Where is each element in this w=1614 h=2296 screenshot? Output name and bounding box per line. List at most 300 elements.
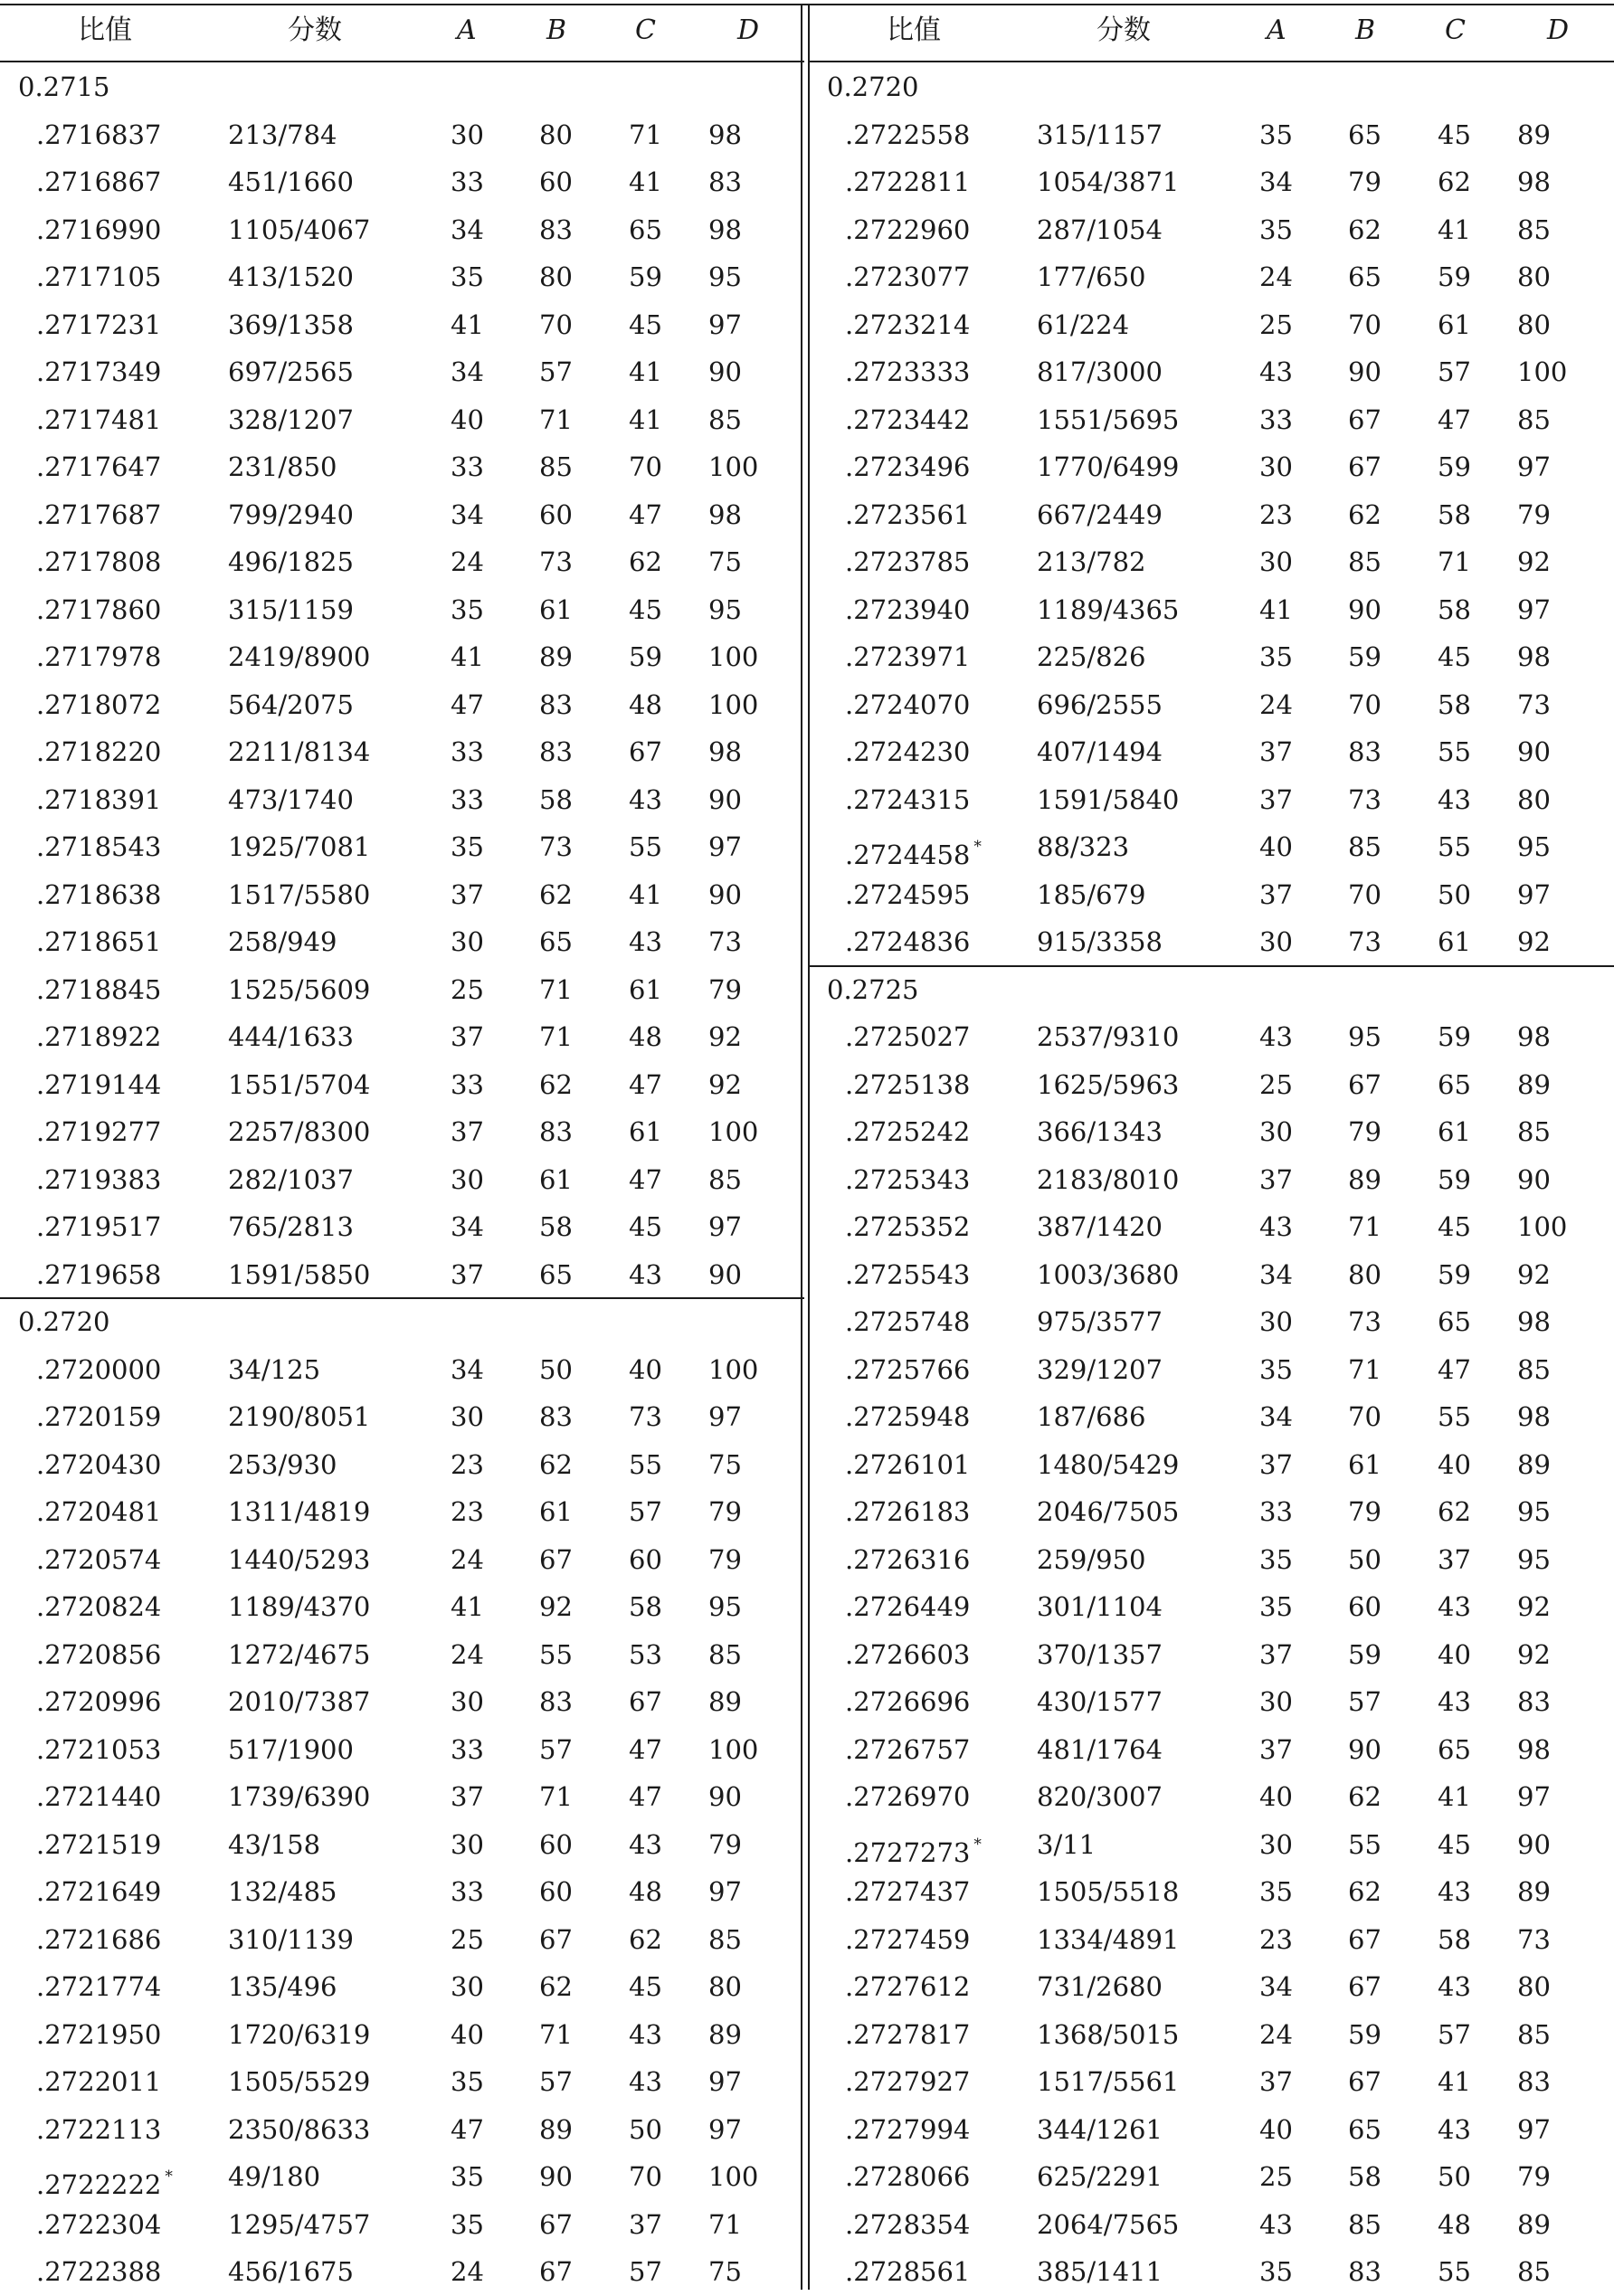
ratio-cell-text: .2726603	[845, 1638, 971, 1670]
d-cell-text: 92	[1517, 546, 1551, 577]
fraction-cell-text: 1189/4365	[1037, 593, 1180, 625]
c-cell	[1438, 1868, 1471, 1916]
fraction-cell-text: 517/1900	[228, 1733, 354, 1765]
d-cell	[1517, 206, 1551, 254]
d-cell	[708, 728, 742, 776]
ratio-cell	[36, 1108, 161, 1156]
d-cell-text: 97	[1517, 2113, 1551, 2145]
table-row	[809, 1726, 1609, 1774]
d-cell-text: 92	[708, 1068, 742, 1100]
a-cell-text: 35	[1259, 1543, 1293, 1575]
a-cell-text: 34	[451, 498, 484, 530]
c-cell-text: 45	[1438, 1211, 1471, 1242]
a-cell-text: 24	[451, 1638, 484, 1670]
ratio-cell	[845, 1631, 970, 1679]
a-cell-text: 34	[451, 213, 484, 245]
b-cell-text: 85	[1348, 2208, 1381, 2240]
ratio-cell-text: .2718220	[36, 736, 162, 767]
table-row	[0, 1013, 801, 1061]
d-cell	[1517, 1773, 1551, 1821]
c-cell	[629, 586, 662, 634]
a-cell	[451, 111, 484, 159]
c-cell-text: 71	[629, 119, 662, 150]
d-cell	[708, 1488, 742, 1536]
table-row	[0, 2248, 801, 2296]
c-cell-text: 61	[1438, 308, 1471, 340]
a-column-header: A	[457, 14, 477, 46]
c-cell-text: 59	[629, 261, 662, 292]
d-cell	[1517, 1726, 1551, 1774]
ratio-cell	[845, 2153, 970, 2201]
d-cell	[1517, 1346, 1551, 1394]
a-cell	[1259, 1821, 1293, 1869]
table-row	[809, 1631, 1609, 1679]
b-cell	[539, 111, 573, 159]
d-cell	[1517, 2106, 1551, 2154]
d-cell	[708, 1203, 742, 1251]
d-cell	[708, 2248, 742, 2296]
d-cell	[1517, 1061, 1551, 1109]
d-cell	[1517, 1393, 1551, 1441]
d-cell-text: 95	[1517, 1496, 1551, 1527]
ratio-cell	[36, 823, 161, 871]
fraction-cell	[1037, 681, 1163, 729]
a-cell	[1259, 396, 1293, 444]
a-cell	[451, 918, 484, 966]
c-cell-text: 58	[1438, 1923, 1471, 1955]
table-row	[0, 2058, 801, 2106]
table-row	[809, 301, 1609, 349]
table-row	[809, 2058, 1609, 2106]
b-cell	[539, 1346, 573, 1394]
d-cell-text: 100	[708, 1733, 759, 1765]
a-cell	[1259, 2058, 1293, 2106]
ratio-cell	[845, 1488, 970, 1536]
table-row	[809, 823, 1609, 871]
a-cell-text: 33	[451, 736, 484, 767]
fraction-cell	[1037, 2058, 1179, 2106]
table-row	[0, 206, 801, 254]
ratio-cell-text: .2726696	[845, 1686, 971, 1717]
ratio-cell	[36, 2011, 161, 2059]
fraction-cell	[228, 253, 354, 301]
a-cell-text: 35	[1259, 1353, 1293, 1385]
c-cell-text: 40	[1438, 1638, 1471, 1670]
ratio-cell-text: .2725748	[845, 1306, 971, 1337]
fraction-cell-text: 564/2075	[228, 688, 354, 720]
d-cell-text: 85	[1517, 2018, 1551, 2050]
b-cell-text: 55	[1348, 1828, 1381, 1860]
fraction-cell-text: 444/1633	[228, 1021, 354, 1052]
c-cell-text: 55	[629, 831, 662, 862]
ratio-cell-text: .2724315	[845, 783, 971, 815]
d-cell-text: 85	[708, 1638, 742, 1670]
d-cell-text: 79	[708, 1496, 742, 1527]
d-cell	[708, 1346, 758, 1394]
ratio-column-header: 比值	[78, 14, 132, 46]
a-cell-text: 41	[451, 641, 484, 672]
d-cell-text: 89	[1517, 2208, 1551, 2240]
fraction-cell	[228, 1631, 370, 1679]
c-cell-text: 65	[629, 213, 662, 245]
ratio-cell	[845, 538, 970, 586]
ratio-cell-text: .2727927	[845, 2066, 971, 2097]
d-cell-text: 97	[708, 1401, 742, 1432]
a-cell-text: 24	[1259, 688, 1293, 720]
ratio-cell	[845, 206, 970, 254]
d-cell	[1517, 348, 1567, 396]
b-cell-text: 83	[539, 688, 573, 720]
a-cell	[451, 1488, 484, 1536]
c-cell	[629, 1678, 662, 1726]
ratio-cell	[36, 1821, 161, 1869]
fraction-cell-text: 1480/5429	[1037, 1448, 1180, 1480]
ratio-cell	[36, 1678, 161, 1726]
b-cell-text: 62	[1348, 1781, 1381, 1812]
b-cell	[539, 1773, 573, 1821]
fraction-cell-text: 185/679	[1037, 878, 1146, 910]
d-cell	[708, 1916, 742, 1964]
fraction-cell-text: 370/1357	[1037, 1638, 1163, 1670]
d-cell-text: 75	[708, 2256, 742, 2287]
d-cell	[708, 396, 742, 444]
a-cell-text: 25	[451, 973, 484, 1005]
b-cell-text: 67	[539, 1543, 573, 1575]
table-row	[809, 1203, 1609, 1251]
b-cell	[1348, 1963, 1381, 2011]
b-cell-text: 59	[1348, 641, 1381, 672]
table-row	[0, 2153, 801, 2201]
table-row	[809, 1298, 1609, 1346]
fraction-cell	[1037, 586, 1179, 634]
c-cell	[629, 776, 662, 824]
d-cell	[1517, 918, 1551, 966]
a-cell-text: 41	[1259, 593, 1293, 625]
c-cell-text: 58	[1438, 593, 1471, 625]
fraction-cell-text: 1525/5609	[228, 973, 371, 1005]
d-cell	[1517, 2201, 1551, 2249]
c-cell-text: 43	[1438, 783, 1471, 815]
ratio-cell-text: .2721440	[36, 1781, 162, 1812]
d-cell-text: 97	[1517, 878, 1551, 910]
a-cell	[1259, 1393, 1293, 1441]
fraction-cell-text: 1105/4067	[228, 213, 371, 245]
b-cell	[539, 1678, 573, 1726]
b-cell-text: 70	[1348, 878, 1381, 910]
d-cell	[708, 2201, 742, 2249]
b-cell-text: 95	[1348, 1021, 1381, 1052]
fraction-cell-text: 213/782	[1037, 546, 1146, 577]
c-cell-text: 55	[1438, 2256, 1471, 2287]
fraction-cell	[228, 1108, 370, 1156]
c-cell	[1438, 1963, 1471, 2011]
b-cell-text: 62	[1348, 213, 1381, 245]
b-cell-text: 71	[539, 403, 573, 435]
ratio-cell	[36, 443, 161, 491]
b-cell-text: 67	[539, 2256, 573, 2287]
ratio-cell-text: .2717105	[36, 261, 162, 292]
a-cell-text: 30	[1259, 1116, 1293, 1147]
ratio-cell-text: .2726101	[845, 1448, 971, 1480]
table-row	[809, 348, 1609, 396]
d-cell-text: 97	[708, 1211, 742, 1242]
c-cell-text: 65	[1438, 1068, 1471, 1100]
ratio-cell-text: .2723785	[845, 546, 971, 577]
a-cell-text: 30	[1259, 1828, 1293, 1860]
b-cell-text: 85	[1348, 831, 1381, 862]
fraction-column-header: 分数	[1097, 14, 1151, 46]
d-cell-text: 71	[708, 2208, 742, 2240]
table-row	[0, 1631, 801, 1679]
c-cell-text: 43	[629, 783, 662, 815]
table-row	[809, 443, 1609, 491]
ratio-cell-text: .2719277	[36, 1116, 162, 1147]
d-cell	[708, 776, 742, 824]
ratio-cell-text: .2728561	[845, 2256, 971, 2287]
fraction-cell-text: 1368/5015	[1037, 2018, 1180, 2050]
a-cell	[1259, 1678, 1293, 1726]
d-cell-text: 95	[1517, 831, 1551, 862]
b-cell-text: 67	[1348, 451, 1381, 482]
ratio-cell	[845, 2248, 970, 2296]
d-cell-text: 85	[1517, 213, 1551, 245]
table-row	[0, 2011, 801, 2059]
ratio-cell-text: .2728066	[845, 2161, 971, 2192]
fraction-cell-text: 731/2680	[1037, 1971, 1163, 2002]
c-cell	[1438, 253, 1471, 301]
c-cell-text: 45	[629, 308, 662, 340]
c-cell-text: 48	[629, 1876, 662, 1907]
fraction-cell	[1037, 111, 1163, 159]
b-cell	[539, 2248, 573, 2296]
a-cell-text: 30	[451, 1971, 484, 2002]
d-cell-text: 90	[708, 1781, 742, 1812]
a-cell	[451, 1061, 484, 1109]
exact-ratio-marker: *	[165, 2168, 173, 2186]
ratio-cell-text: .2720159	[36, 1401, 162, 1432]
fraction-cell	[228, 2201, 370, 2249]
d-cell	[708, 111, 742, 159]
a-cell	[1259, 1916, 1293, 1964]
b-cell	[1348, 1536, 1381, 1584]
d-cell-text: 79	[708, 1543, 742, 1575]
c-cell	[629, 1963, 662, 2011]
ratio-cell-text: .2717808	[36, 546, 162, 577]
c-cell	[1438, 1821, 1471, 1869]
b-cell-text: 70	[1348, 308, 1381, 340]
table-row	[809, 586, 1609, 634]
table-row	[0, 1536, 801, 1584]
c-cell-text: 43	[629, 1258, 662, 1290]
c-cell-text: 55	[1438, 831, 1471, 862]
d-cell	[708, 1678, 742, 1726]
ratio-cell	[36, 111, 161, 159]
ratio-cell-text: .2725343	[845, 1163, 971, 1195]
ratio-cell-text: .2720430	[36, 1448, 162, 1480]
a-cell-text: 35	[1259, 1876, 1293, 1907]
d-cell	[708, 2106, 742, 2154]
fraction-cell	[228, 633, 370, 681]
b-cell	[1348, 443, 1381, 491]
b-cell	[1348, 2011, 1381, 2059]
c-cell	[1438, 206, 1471, 254]
c-cell-text: 73	[629, 1401, 662, 1432]
table-row	[809, 633, 1609, 681]
ratio-cell-text: .2718072	[36, 688, 162, 720]
b-cell	[539, 823, 573, 871]
ratio-cell-text: .2722388	[36, 2256, 162, 2287]
a-cell	[451, 538, 484, 586]
c-cell-text: 43	[629, 926, 662, 957]
a-cell	[1259, 2248, 1293, 2296]
d-cell	[708, 871, 742, 919]
b-cell	[539, 1631, 573, 1679]
c-cell-text: 41	[629, 356, 662, 387]
d-cell-text: 90	[1517, 1163, 1551, 1195]
ratio-cell-text: .2723077	[845, 261, 971, 292]
fraction-cell-text: 315/1157	[1037, 119, 1163, 150]
b-cell-text: 65	[539, 926, 573, 957]
ratio-cell-text: .2724595	[845, 878, 971, 910]
a-cell-text: 25	[1259, 1068, 1293, 1100]
b-cell	[1348, 871, 1381, 919]
fraction-cell-text: 366/1343	[1037, 1116, 1163, 1147]
fraction-cell-text: 2537/9310	[1037, 1021, 1180, 1052]
ratio-cell	[845, 633, 970, 681]
b-cell	[539, 918, 573, 966]
fraction-cell-text: 282/1037	[228, 1163, 354, 1195]
b-cell	[1348, 2106, 1381, 2154]
fraction-cell	[1037, 1583, 1163, 1631]
b-cell	[539, 1203, 573, 1251]
a-cell-text: 30	[451, 926, 484, 957]
table-row	[809, 2248, 1609, 2296]
b-cell	[539, 2106, 573, 2154]
d-cell	[1517, 396, 1551, 444]
b-cell	[539, 681, 573, 729]
fraction-cell-text: 2419/8900	[228, 641, 371, 672]
c-cell	[1438, 1061, 1471, 1109]
c-cell-text: 43	[1438, 1876, 1471, 1907]
fraction-cell-text: 473/1740	[228, 783, 354, 815]
table-row	[0, 823, 801, 871]
d-cell-text: 80	[708, 1971, 742, 2002]
ratio-cell	[845, 871, 970, 919]
ratio-cell	[36, 681, 161, 729]
c-cell	[629, 1441, 662, 1489]
fraction-cell-text: 1770/6499	[1037, 451, 1180, 482]
ratio-cell-text: .2721053	[36, 1733, 162, 1765]
fraction-cell	[228, 1203, 354, 1251]
c-cell-text: 47	[629, 1163, 662, 1195]
b-cell-text: 67	[1348, 1923, 1381, 1955]
ratio-cell-text: .2718922	[36, 1021, 162, 1052]
a-cell-text: 40	[1259, 831, 1293, 862]
fraction-cell	[1037, 823, 1129, 871]
fraction-cell	[1037, 253, 1145, 301]
ratio-cell-text: .2723971	[845, 641, 971, 672]
fraction-cell-text: 2211/8134	[228, 736, 371, 767]
b-cell-text: 62	[539, 1068, 573, 1100]
b-cell-text: 67	[1348, 2066, 1381, 2097]
d-cell-text: 100	[708, 2161, 759, 2192]
b-cell	[1348, 1061, 1381, 1109]
fraction-cell-text: 1505/5518	[1037, 1876, 1180, 1907]
c-cell-text: 47	[1438, 403, 1471, 435]
c-cell-text: 61	[1438, 926, 1471, 957]
a-cell	[1259, 918, 1293, 966]
c-cell	[629, 1156, 662, 1204]
c-cell	[629, 1393, 662, 1441]
b-cell-text: 89	[539, 641, 573, 672]
fraction-cell-text: 213/784	[228, 119, 337, 150]
fraction-cell	[1037, 1821, 1096, 1869]
table-row	[0, 1061, 801, 1109]
fraction-cell	[228, 1916, 354, 1964]
d-cell-text: 98	[708, 213, 742, 245]
c-cell-text: 45	[629, 1211, 662, 1242]
b-cell	[1348, 1156, 1381, 1204]
d-cell-text: 89	[1517, 119, 1551, 150]
c-cell-text: 50	[629, 2113, 662, 2145]
ratio-cell	[36, 1536, 161, 1584]
c-cell-text: 59	[1438, 451, 1471, 482]
a-cell-text: 25	[1259, 2161, 1293, 2192]
d-cell-text: 95	[708, 593, 742, 625]
b-cell	[539, 1916, 573, 1964]
a-cell	[451, 2011, 484, 2059]
d-cell	[1517, 1678, 1551, 1726]
c-cell-text: 58	[1438, 688, 1471, 720]
a-cell-text: 33	[451, 783, 484, 815]
d-cell	[708, 586, 742, 634]
c-cell	[1438, 871, 1471, 919]
d-cell	[708, 1108, 758, 1156]
ratio-cell	[36, 1203, 161, 1251]
b-cell-text: 83	[539, 1401, 573, 1432]
a-cell-text: 37	[451, 1021, 484, 1052]
c-cell-text: 43	[1438, 1971, 1471, 2002]
b-cell-text: 67	[1348, 1971, 1381, 2002]
table-row	[809, 1916, 1609, 1964]
a-cell-text: 35	[1259, 2256, 1293, 2287]
ratio-cell-text: .2723496	[845, 451, 971, 482]
d-cell-text: 100	[1517, 1211, 1568, 1242]
ratio-cell	[845, 1203, 970, 1251]
c-cell	[1438, 443, 1471, 491]
b-cell	[1348, 586, 1381, 634]
fraction-cell	[228, 1536, 370, 1584]
d-cell-text: 85	[708, 1163, 742, 1195]
b-cell-text: 57	[539, 1733, 573, 1765]
c-cell	[629, 1916, 662, 1964]
d-cell	[708, 1773, 742, 1821]
c-cell	[629, 2201, 662, 2249]
fraction-cell	[228, 443, 337, 491]
c-cell	[1438, 1583, 1471, 1631]
b-cell	[539, 633, 573, 681]
fraction-cell	[228, 1393, 370, 1441]
a-cell-text: 24	[451, 546, 484, 577]
b-cell-text: 59	[1348, 1638, 1381, 1670]
b-cell	[539, 1726, 573, 1774]
fraction-cell-text: 667/2449	[1037, 498, 1163, 530]
b-cell	[539, 1868, 573, 1916]
fraction-cell	[228, 1678, 370, 1726]
c-cell-text: 40	[629, 1353, 662, 1385]
fraction-cell-text: 1551/5695	[1037, 403, 1180, 435]
ratio-cell	[36, 253, 161, 301]
